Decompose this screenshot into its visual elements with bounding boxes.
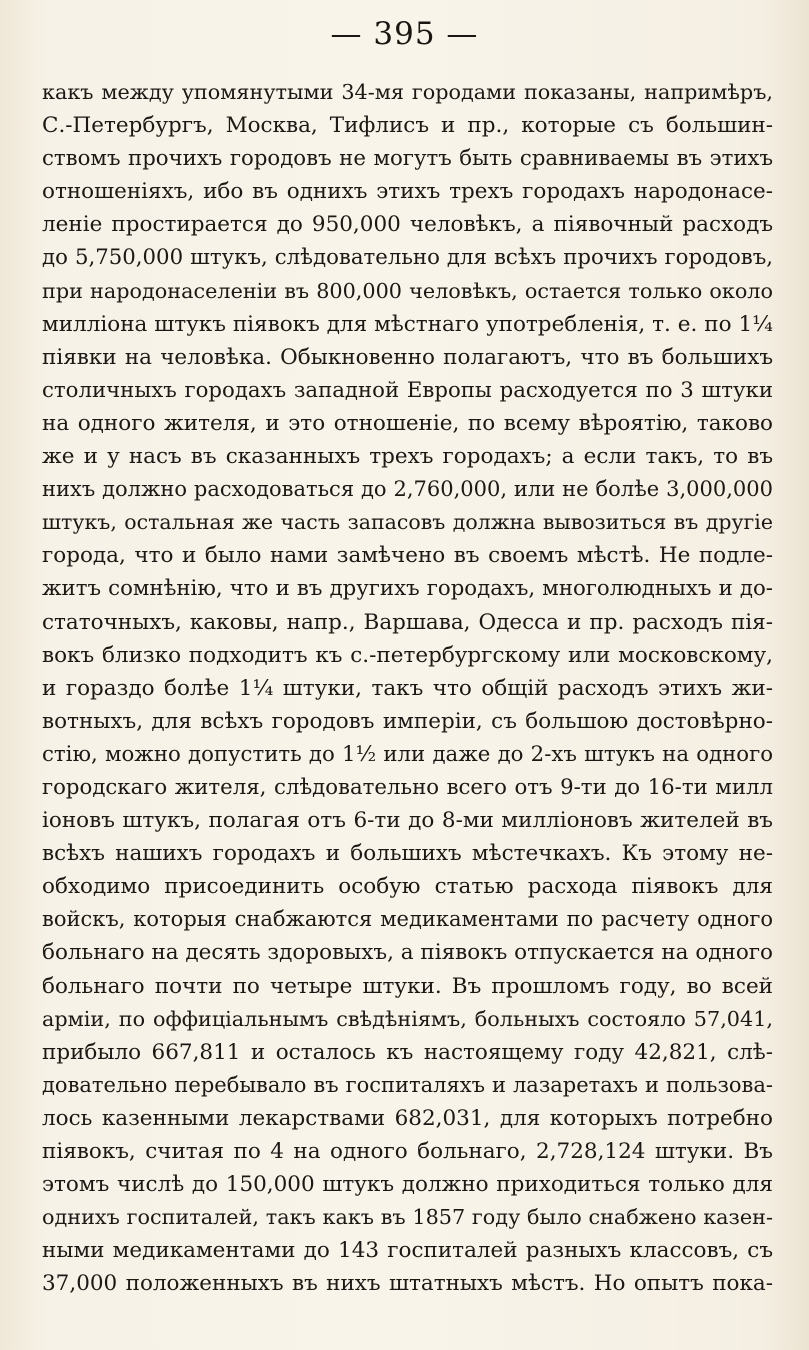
page-number: — 395 —	[330, 16, 479, 52]
text-line: довательно перебывало въ госпиталяхъ и лазаретахъ и пользова-	[42, 1072, 773, 1097]
text-line: же и у насъ въ сказанныхъ трехъ городахъ; а если такъ, то въ	[42, 444, 773, 470]
text-line: піявки на человѣка. Обыкновенно полагаютъ, что въ большихъ	[42, 344, 773, 370]
text-line: нихъ должно расходоваться до 2,760,000, или не болѣе 3,000,000	[42, 477, 773, 502]
text-line: больнаго почти по четыре штуки. Въ прошломъ году, во всей	[42, 973, 773, 999]
text-line: городскаго жителя, слѣдовательно всего отъ 9-ти до 16-ти милл	[42, 774, 773, 800]
text-line: стію, можно допустить до 1½ или даже до 2-хъ штукъ на одного	[42, 741, 773, 767]
text-line: обходимо присоединить особую статью расхода піявокъ для	[42, 874, 773, 900]
text-line: лось казенными лекарствами 682,031, для которыхъ потребно	[42, 1105, 773, 1131]
text-line: этомъ числѣ до 150,000 штукъ должно приходиться только для	[42, 1172, 773, 1198]
text-line: штукъ, остальная же часть запасовъ должна вывозиться въ другіе	[42, 510, 773, 535]
text-line: вокъ близко подходитъ къ с.-петербургскому или московскому,	[42, 642, 773, 668]
text-line: вотныхъ, для всѣхъ городовъ имперіи, съ большою достовѣрно-	[42, 708, 773, 734]
text-line: при народонаселеніи въ 800,000 человѣкъ, остается только около	[42, 278, 773, 303]
text-line: житъ сомнѣнію, что и въ другихъ городахъ, многолюдныхъ и до-	[42, 576, 773, 602]
text-line: войскъ, которыя снабжаются медикаментами по расчету одного	[42, 907, 773, 932]
text-line: статочныхъ, каковы, напр., Варшава, Одесса и пр. расходъ пія-	[42, 609, 773, 635]
text-line: милліона штукъ піявокъ для мѣстнаго употребленія, т. е. по 1¼	[42, 311, 773, 337]
text-line: больнаго на десять здоровыхъ, а піявокъ отпускается на одного	[42, 940, 773, 966]
text-line: и гораздо болѣе 1¼ штуки, такъ что общій расходъ этихъ жи-	[42, 675, 773, 701]
text-line: арміи, по оффиціальнымъ свѣдѣніямъ, больныхъ состояло 57,041,	[42, 1006, 773, 1031]
text-line: піявокъ, считая по 4 на одного больнаго, 2,728,124 штуки. Въ	[42, 1139, 773, 1164]
text-line: С.-Петербургъ, Москва, Тифлисъ и пр., которые съ большин-	[42, 113, 773, 139]
text-line: однихъ госпиталей, такъ какъ въ 1857 году было снабжено казен-	[42, 1205, 773, 1230]
text-line: іоновъ штукъ, полагая отъ 6-ти до 8-ми милліоновъ жителей въ	[42, 808, 773, 834]
text-line: всѣхъ нашихъ городахъ и большихъ мѣстечкахъ. Къ этому не-	[42, 841, 773, 867]
text-line: прибыло 667,811 и осталось къ настоящему году 42,821, слѣ-	[42, 1039, 773, 1065]
text-line: леніе простирается до 950,000 человѣкъ, а піявочный расходъ	[42, 212, 773, 238]
body-text	[42, 76, 773, 1300]
text-line: ными медикаментами до 143 госпиталей разныхъ классовъ, съ	[42, 1238, 773, 1264]
text-line: до 5,750,000 штукъ, слѣдовательно для всѣхъ прочихъ городовъ,	[42, 245, 773, 271]
text-line: 37,000 положенныхъ въ нихъ штатныхъ мѣстъ. Но опытъ пока-	[42, 1271, 773, 1297]
text-line: столичныхъ городахъ западной Европы расходуется по 3 штуки	[42, 377, 773, 403]
text-line: на одного жителя, и это отношеніе, по всему вѣроятію, таково	[42, 410, 773, 436]
text-line: ствомъ прочихъ городовъ не могутъ быть сравниваемы въ этихъ	[42, 146, 773, 172]
text-line: города, что и было нами замѣчено въ своемъ мѣстѣ. Не подле-	[42, 543, 773, 569]
text-line: отношеніяхъ, ибо въ однихъ этихъ трехъ городахъ народонасе-	[42, 179, 773, 205]
text-line: какъ между упомянутыми 34-мя городами показаны, напримѣръ,	[42, 80, 773, 104]
